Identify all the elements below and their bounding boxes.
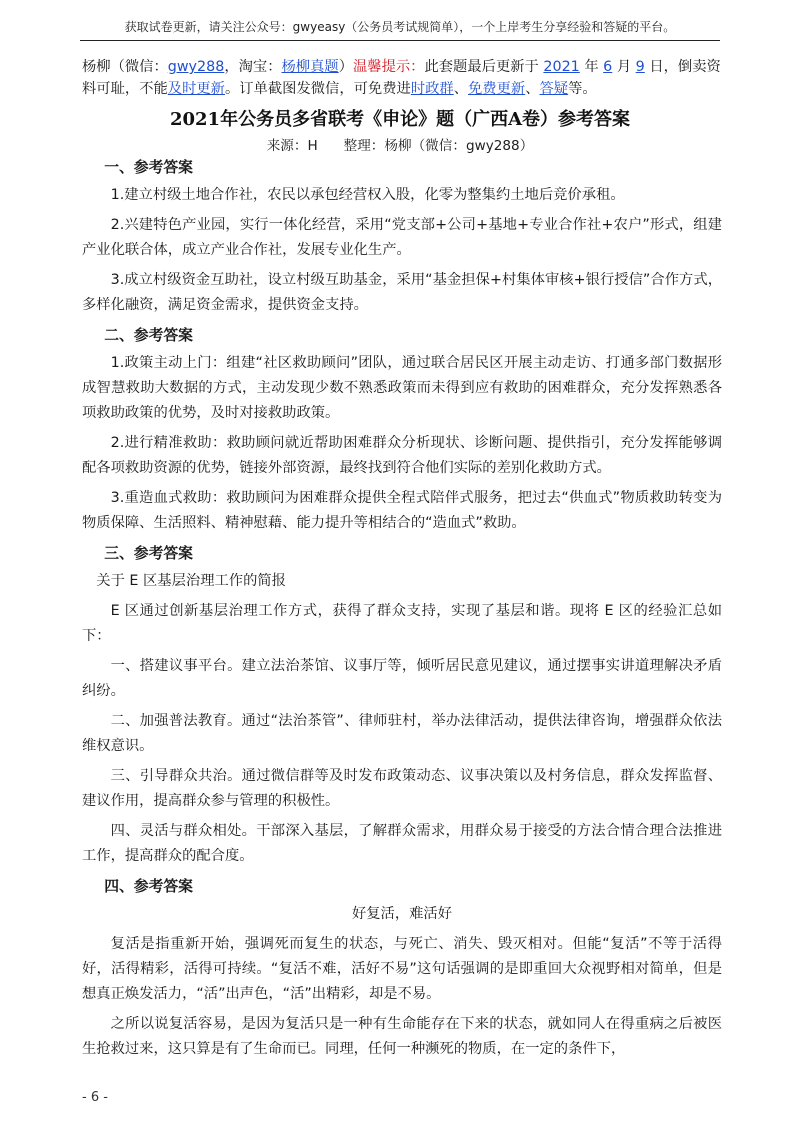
month-unit: 月 [612, 59, 636, 75]
taobao-link[interactable]: 杨柳真题 [281, 59, 339, 75]
essay-paragraph: 之所以说复活容易，是因为复活只是一种有生命能存在下来的状态，就如同人在得重病之后被医生抢救过来，这只算是有了生命而已。同理，任何一种濒死的物质，在一定的条件下， [82, 1016, 722, 1057]
answer-paragraph: 1.建立村级土地合作社，农民以承包经营权入股，化零为整集约土地后竞价承租。 [110, 187, 625, 203]
document-title: 2021年公务员多省联考《申论》题（广西A卷）参考答案 [169, 109, 631, 130]
update-month: 6 [603, 59, 613, 75]
essay-title: 好复活，难活好 [351, 906, 453, 922]
qa-link[interactable]: 答疑 [539, 81, 569, 97]
update-day: 9 [635, 59, 645, 75]
distribution-notice [82, 56, 722, 100]
close-paren: ） [338, 59, 353, 75]
taobao-prefix: ，淘宝： [224, 59, 282, 75]
updated-prefix: 此套题最后更新于 [424, 59, 544, 75]
answer-paragraph: 三、引导群众共治。通过微信群等及时发布政策动态、议事决策以及村务信息，群众发挥监督、建议作用，提高群众参与管理的积极性。 [82, 768, 722, 809]
timely-update-link[interactable]: 及时更新 [167, 81, 225, 97]
update-year: 2021 [543, 59, 580, 75]
shame-text: 日，倒卖资料可耻， [82, 59, 721, 97]
answer-paragraph: 1.政策主动上门：组建“社区救助顾问”团队，通过联合居民区开展主动走访、打通多部门数据形成智慧救助大数据的方式，主动发现少数不熟悉政策而未得到应有救助的困难群众，充分发挥熟悉各项救助政策的优势，及时对接救助政策。 [82, 355, 722, 421]
answer-paragraph: 2.兴建特色产业园，实行一体化经营，采用“党支部+公司+基地+专业合作社+农户”形式，组建产业化联合体，成立产业合作社，发展专业化生产。 [82, 217, 722, 258]
answer-paragraph: E 区通过创新基层治理工作方式，获得了群众支持，实现了基层和谐。现将 E 区的经验汇总如下： [82, 603, 722, 644]
section-heading: 二、参考答案 [104, 327, 193, 344]
report-title: 关于 E 区基层治理工作的简报 [96, 573, 286, 589]
answer-paragraph: 四、灵活与群众相处。干部深入基层，了解群众需求，用群众易于接受的方法合情合理合法推进工作，提高群众的配合度。 [82, 823, 722, 864]
warning-label: 温馨提示： [352, 59, 425, 75]
section-heading: 一、参考答案 [104, 159, 193, 176]
not-able-text: 不能 [139, 81, 168, 97]
source-line: 来源：H 整理：杨柳（微信：gwy288） [266, 138, 534, 154]
separator: 、 [453, 81, 469, 97]
header-banner: 获取试卷更新，请关注公众号：gwyeasy（公务员考试规简单），一个上岸考生分享经验和答疑的平台。 [80, 18, 720, 41]
document-body [82, 155, 722, 1067]
answer-paragraph: 二、加强普法教育。通过“法治茶管”、律师驻村，举办法律活动，提供法律咨询，增强群众依法维权意识。 [82, 713, 722, 754]
page-number: - 6 - [82, 1090, 108, 1105]
answer-paragraph: 一、搭建议事平台。建立法治茶馆、议事厅等，倾听居民意见建议，通过摆事实讲道理解决矛盾纠纷。 [82, 658, 722, 699]
section-heading: 三、参考答案 [104, 545, 193, 562]
free-update-link[interactable]: 免费更新 [468, 81, 526, 97]
order-text: 。订单截图发微信，可免费进 [224, 81, 411, 97]
news-group-link[interactable]: 时政群 [410, 81, 454, 97]
separator: 、 [525, 81, 540, 97]
wechat-link[interactable]: gwy288 [167, 59, 225, 75]
author-text: 杨柳（微信： [82, 59, 168, 75]
section-heading: 四、参考答案 [104, 878, 193, 895]
answer-paragraph: 3.成立村级资金互助社，设立村级互助基金，采用“基金担保+村集体审核+银行授信”合作方式，多样化融资，满足资金需求，提供资金支持。 [82, 272, 722, 313]
answer-paragraph: 2.进行精准救助：救助顾问就近帮助困难群众分析现状、诊断问题、提供指引，充分发挥能够调配各项救助资源的优势，链接外部资源，最终找到符合他们实际的差别化救助方式。 [82, 435, 722, 476]
notice-end: 等。 [568, 81, 597, 97]
essay-paragraph: 复活是指重新开始，强调死而复生的状态，与死亡、消失、毁灭相对。但能“复活”不等于活得好，活得精彩，活得可持续。“复活不难，活好不易”这句话强调的是即重回大众视野相对简单，但是想真正焕发活力，“活”出声色，“活”出精彩，却是不易。 [82, 936, 722, 1002]
answer-paragraph: 3.重造血式救助：救助顾问为困难群众提供全程式陪伴式服务，把过去“供血式”物质救助转变为物质保障、生活照料、精神慰藉、能力提升等相结合的“造血式”救助。 [82, 490, 722, 531]
year-unit: 年 [579, 59, 604, 75]
